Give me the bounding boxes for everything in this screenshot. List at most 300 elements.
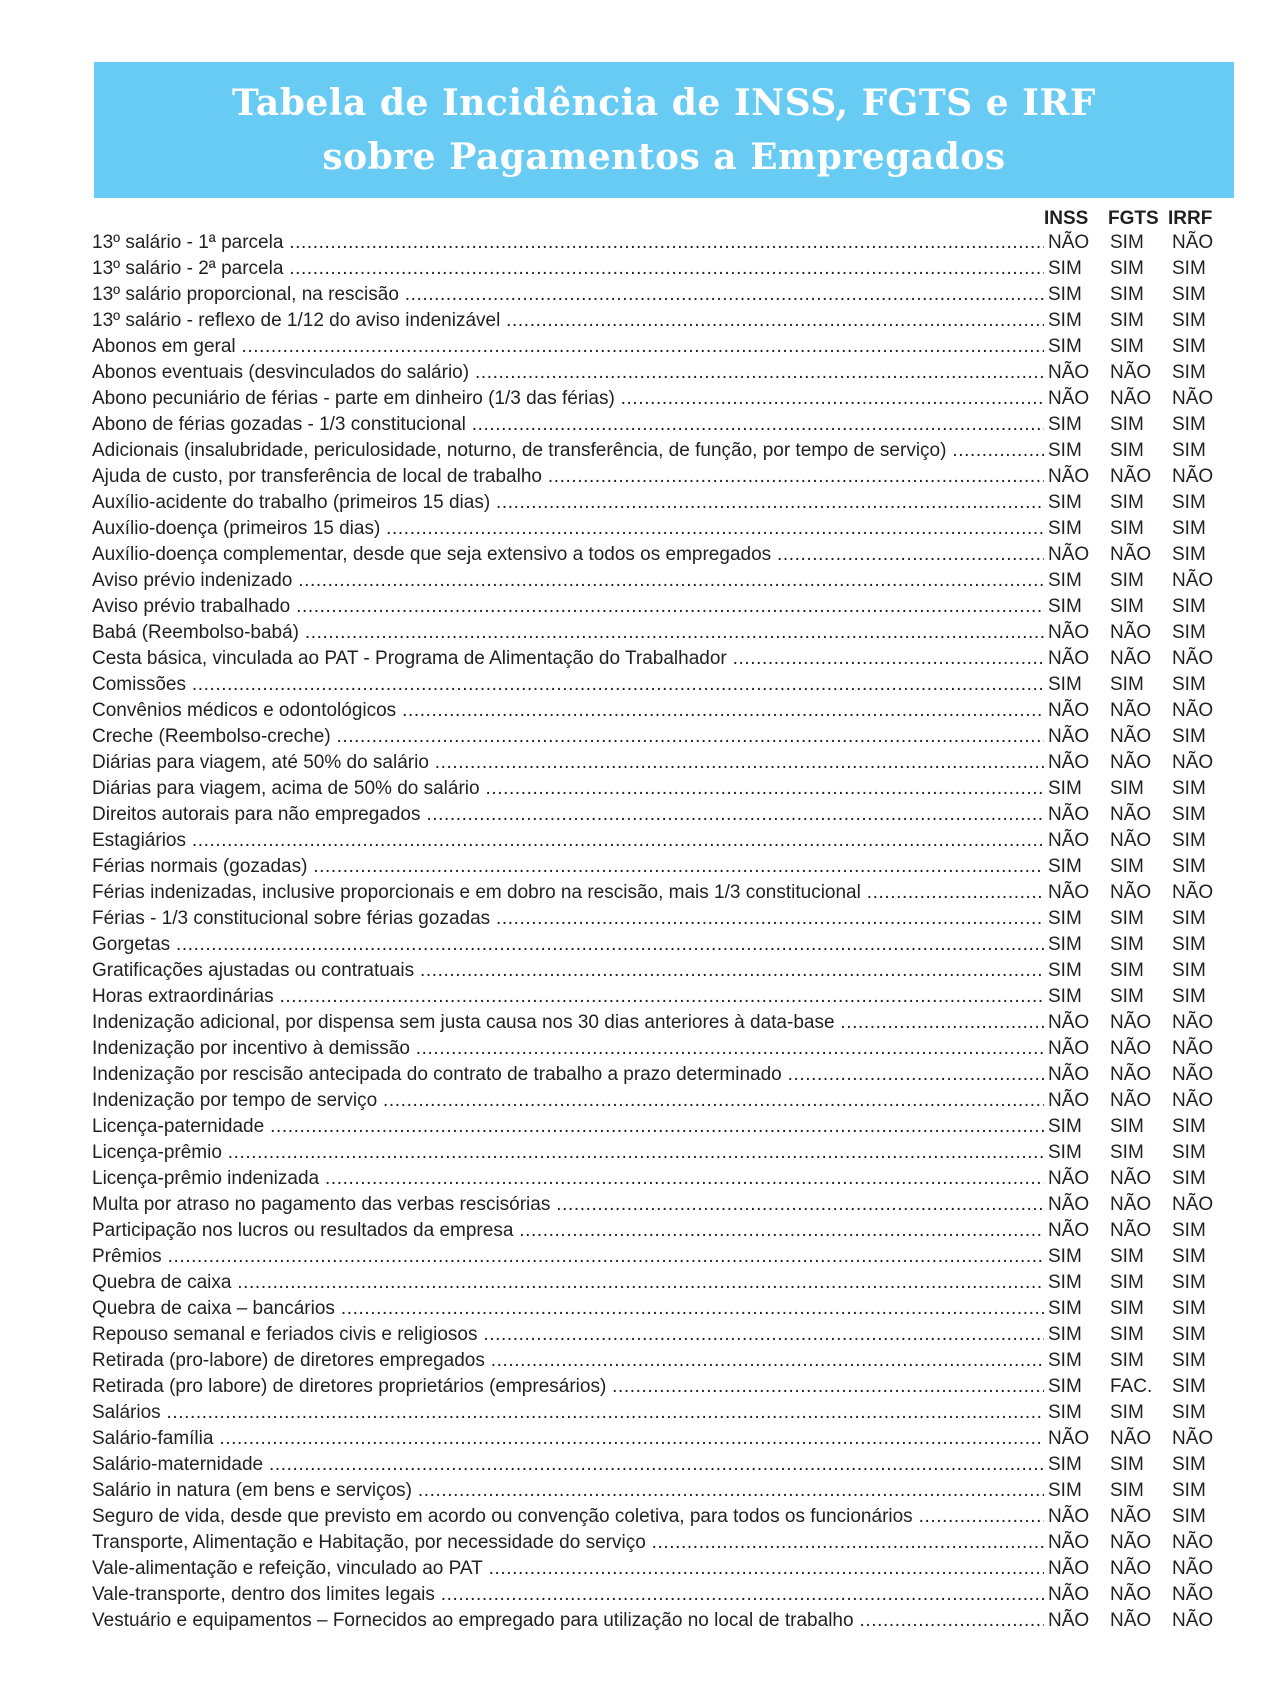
row-label-text: Indenização por tempo de serviço bbox=[92, 1090, 378, 1111]
cell-fgts: NÃO bbox=[1110, 1012, 1152, 1033]
cell-irrf: SIM bbox=[1172, 258, 1206, 279]
row-label-text: Seguro de vida, desde que previsto em acordo ou convenção coletiva, para todos os funcionários bbox=[92, 1506, 913, 1527]
row-label-text: Indenização por rescisão antecipada do contrato de trabalho a prazo determinado bbox=[92, 1064, 782, 1085]
row-label-text: Gorgetas bbox=[92, 934, 171, 955]
table-header-row bbox=[92, 208, 1222, 230]
row-label bbox=[92, 516, 1044, 542]
table-row bbox=[92, 776, 1222, 802]
row-label-text: Ajuda de custo, por transferência de local de trabalho bbox=[92, 466, 542, 487]
cell-fgts: NÃO bbox=[1110, 648, 1152, 669]
row-label-text: Prêmios bbox=[92, 1246, 162, 1267]
table-row bbox=[92, 516, 1222, 542]
table-row bbox=[92, 1374, 1222, 1400]
cell-irrf: SIM bbox=[1172, 804, 1206, 825]
cell-irrf: SIM bbox=[1172, 1272, 1206, 1293]
table-row bbox=[92, 1244, 1222, 1270]
table-row bbox=[92, 1296, 1222, 1322]
row-label bbox=[92, 568, 1044, 594]
table-row bbox=[92, 1088, 1222, 1114]
cell-irrf: SIM bbox=[1172, 934, 1206, 955]
cell-fgts: NÃO bbox=[1110, 544, 1152, 565]
table-row bbox=[92, 1452, 1222, 1478]
table-row bbox=[92, 958, 1222, 984]
cell-inss: SIM bbox=[1048, 1454, 1082, 1475]
cell-inss: NÃO bbox=[1048, 882, 1090, 903]
row-label bbox=[92, 672, 1044, 698]
cell-irrf: SIM bbox=[1172, 1350, 1206, 1371]
row-label bbox=[92, 1452, 1044, 1478]
row-label-text: 13º salário proporcional, na rescisão bbox=[92, 284, 399, 305]
row-label-text: Multa por atraso no pagamento das verbas rescisórias bbox=[92, 1194, 551, 1215]
row-label-text: Férias - 1/3 constitucional sobre férias gozadas bbox=[92, 908, 491, 929]
cell-inss: SIM bbox=[1048, 934, 1082, 955]
row-label-text: Salários bbox=[92, 1402, 161, 1423]
row-label bbox=[92, 360, 1044, 386]
cell-inss: SIM bbox=[1048, 778, 1082, 799]
cell-fgts: NÃO bbox=[1110, 1428, 1152, 1449]
cell-irrf: NÃO bbox=[1172, 466, 1214, 487]
cell-inss: NÃO bbox=[1048, 700, 1090, 721]
cell-irrf: NÃO bbox=[1172, 752, 1214, 773]
cell-inss: NÃO bbox=[1048, 1584, 1090, 1605]
cell-inss: SIM bbox=[1048, 674, 1082, 695]
table-row bbox=[92, 1270, 1222, 1296]
row-label-text: Férias indenizadas, inclusive proporcionais e em dobro na rescisão, mais 1/3 constitucional bbox=[92, 882, 861, 903]
table-row bbox=[92, 568, 1222, 594]
row-label bbox=[92, 1348, 1044, 1374]
cell-fgts: NÃO bbox=[1110, 466, 1152, 487]
row-label-text: Vestuário e equipamentos – Fornecidos ao empregado para utilização no local de trabalho bbox=[92, 1610, 854, 1631]
row-label-text: Diárias para viagem, acima de 50% do salário bbox=[92, 778, 480, 799]
cell-fgts: SIM bbox=[1110, 1298, 1144, 1319]
table-row bbox=[92, 1504, 1222, 1530]
table-row bbox=[92, 308, 1222, 334]
cell-fgts: NÃO bbox=[1110, 622, 1152, 643]
row-label bbox=[92, 1244, 1044, 1270]
page-title-line-2: sobre Pagamentos a Empregados bbox=[322, 136, 1006, 178]
cell-irrf: SIM bbox=[1172, 726, 1206, 747]
cell-inss: NÃO bbox=[1048, 232, 1090, 253]
cell-inss: NÃO bbox=[1048, 544, 1090, 565]
cell-inss: SIM bbox=[1048, 1142, 1082, 1163]
table-row bbox=[92, 672, 1222, 698]
cell-inss: NÃO bbox=[1048, 752, 1090, 773]
cell-inss: SIM bbox=[1048, 596, 1082, 617]
cell-fgts: NÃO bbox=[1110, 1558, 1152, 1579]
cell-inss: NÃO bbox=[1048, 1558, 1090, 1579]
cell-irrf: SIM bbox=[1172, 1116, 1206, 1137]
cell-fgts: SIM bbox=[1110, 934, 1144, 955]
cell-fgts: SIM bbox=[1110, 674, 1144, 695]
table-row bbox=[92, 1426, 1222, 1452]
row-label bbox=[92, 1426, 1044, 1452]
row-label bbox=[92, 308, 1044, 334]
cell-fgts: SIM bbox=[1110, 414, 1144, 435]
row-label-text: Cesta básica, vinculada ao PAT - Programa de Alimentação do Trabalhador bbox=[92, 648, 727, 669]
row-label-text: Diárias para viagem, até 50% do salário bbox=[92, 752, 429, 773]
table-row bbox=[92, 594, 1222, 620]
table-row bbox=[92, 750, 1222, 776]
cell-irrf: SIM bbox=[1172, 1402, 1206, 1423]
title-banner bbox=[94, 62, 1234, 198]
cell-fgts: SIM bbox=[1110, 492, 1144, 513]
cell-inss: NÃO bbox=[1048, 362, 1090, 383]
cell-irrf: SIM bbox=[1172, 908, 1206, 929]
table-row bbox=[92, 1114, 1222, 1140]
cell-inss: NÃO bbox=[1048, 466, 1090, 487]
table-row bbox=[92, 386, 1222, 412]
cell-irrf: SIM bbox=[1172, 1324, 1206, 1345]
cell-irrf: NÃO bbox=[1172, 570, 1214, 591]
row-label-text: Quebra de caixa – bancários bbox=[92, 1298, 335, 1319]
cell-inss: SIM bbox=[1048, 284, 1082, 305]
row-label-text: 13º salário - 2ª parcela bbox=[92, 258, 284, 279]
cell-inss: SIM bbox=[1048, 908, 1082, 929]
row-label-text: 13º salário - 1ª parcela bbox=[92, 232, 284, 253]
row-label bbox=[92, 412, 1044, 438]
cell-inss: SIM bbox=[1048, 440, 1082, 461]
row-label bbox=[92, 1400, 1044, 1426]
cell-irrf: SIM bbox=[1172, 310, 1206, 331]
cell-irrf: SIM bbox=[1172, 960, 1206, 981]
cell-fgts: FAC. bbox=[1110, 1376, 1153, 1397]
row-label-text: Abono de férias gozadas - 1/3 constitucional bbox=[92, 414, 466, 435]
table-row bbox=[92, 464, 1222, 490]
cell-irrf: SIM bbox=[1172, 986, 1206, 1007]
row-label bbox=[92, 880, 1044, 906]
cell-irrf: SIM bbox=[1172, 856, 1206, 877]
cell-fgts: NÃO bbox=[1110, 1090, 1152, 1111]
table-row bbox=[92, 802, 1222, 828]
cell-fgts: SIM bbox=[1110, 1454, 1144, 1475]
row-label bbox=[92, 1010, 1044, 1036]
cell-fgts: SIM bbox=[1110, 596, 1144, 617]
row-label bbox=[92, 1556, 1044, 1582]
row-label bbox=[92, 542, 1044, 568]
cell-fgts: NÃO bbox=[1110, 362, 1152, 383]
cell-fgts: NÃO bbox=[1110, 1194, 1152, 1215]
row-label bbox=[92, 1062, 1044, 1088]
column-header-inss: INSS bbox=[1044, 208, 1089, 229]
table-row bbox=[92, 1582, 1222, 1608]
row-label-text: Gratificações ajustadas ou contratuais bbox=[92, 960, 415, 981]
cell-irrf: NÃO bbox=[1172, 1064, 1214, 1085]
cell-irrf: SIM bbox=[1172, 1168, 1206, 1189]
cell-inss: SIM bbox=[1048, 258, 1082, 279]
column-header-fgts: FGTS bbox=[1108, 208, 1159, 229]
cell-irrf: NÃO bbox=[1172, 388, 1214, 409]
row-label bbox=[92, 1374, 1044, 1400]
row-label bbox=[92, 932, 1044, 958]
row-label bbox=[92, 750, 1044, 776]
cell-inss: NÃO bbox=[1048, 1532, 1090, 1553]
row-label-text: Participação nos lucros ou resultados da empresa bbox=[92, 1220, 514, 1241]
cell-fgts: SIM bbox=[1110, 778, 1144, 799]
cell-fgts: SIM bbox=[1110, 1246, 1144, 1267]
cell-fgts: SIM bbox=[1110, 1480, 1144, 1501]
cell-inss: SIM bbox=[1048, 518, 1082, 539]
row-label-text: Retirada (pro labore) de diretores proprietários (empresários) bbox=[92, 1376, 607, 1397]
row-label-text: 13º salário - reflexo de 1/12 do aviso indenizável bbox=[92, 310, 501, 331]
cell-irrf: SIM bbox=[1172, 1142, 1206, 1163]
table-row bbox=[92, 1400, 1222, 1426]
row-label-text: Retirada (pro-labore) de diretores empregados bbox=[92, 1350, 485, 1371]
cell-fgts: SIM bbox=[1110, 258, 1144, 279]
cell-fgts: SIM bbox=[1110, 1142, 1144, 1163]
cell-irrf: NÃO bbox=[1172, 1584, 1214, 1605]
cell-irrf: SIM bbox=[1172, 544, 1206, 565]
cell-fgts: NÃO bbox=[1110, 752, 1152, 773]
cell-fgts: SIM bbox=[1110, 1324, 1144, 1345]
cell-inss: NÃO bbox=[1048, 1168, 1090, 1189]
table-row bbox=[92, 698, 1222, 724]
cell-fgts: SIM bbox=[1110, 570, 1144, 591]
row-label-text: Indenização por incentivo à demissão bbox=[92, 1038, 410, 1059]
cell-irrf: SIM bbox=[1172, 622, 1206, 643]
table-row bbox=[92, 1218, 1222, 1244]
cell-inss: NÃO bbox=[1048, 804, 1090, 825]
cell-irrf: SIM bbox=[1172, 830, 1206, 851]
row-label bbox=[92, 594, 1044, 620]
cell-fgts: NÃO bbox=[1110, 882, 1152, 903]
table-row bbox=[92, 282, 1222, 308]
row-label-text: Indenização adicional, por dispensa sem justa causa nos 30 dias anteriores à data-base bbox=[92, 1012, 835, 1033]
cell-irrf: SIM bbox=[1172, 1480, 1206, 1501]
table-row bbox=[92, 1322, 1222, 1348]
cell-inss: SIM bbox=[1048, 1480, 1082, 1501]
cell-inss: NÃO bbox=[1048, 1506, 1090, 1527]
cell-fgts: SIM bbox=[1110, 1272, 1144, 1293]
row-label bbox=[92, 230, 1044, 256]
row-label bbox=[92, 1530, 1044, 1556]
cell-fgts: NÃO bbox=[1110, 1610, 1152, 1631]
cell-inss: NÃO bbox=[1048, 648, 1090, 669]
cell-fgts: NÃO bbox=[1110, 1532, 1152, 1553]
cell-irrf: NÃO bbox=[1172, 1428, 1214, 1449]
row-label-text: Abonos em geral bbox=[92, 336, 236, 357]
cell-inss: SIM bbox=[1048, 414, 1082, 435]
row-label-text: Vale-transporte, dentro dos limites legais bbox=[92, 1584, 435, 1605]
row-label-text: Babá (Reembolso-babá) bbox=[92, 622, 300, 643]
cell-irrf: SIM bbox=[1172, 1298, 1206, 1319]
cell-fgts: NÃO bbox=[1110, 1584, 1152, 1605]
cell-fgts: SIM bbox=[1110, 1402, 1144, 1423]
cell-fgts: NÃO bbox=[1110, 388, 1152, 409]
cell-irrf: SIM bbox=[1172, 492, 1206, 513]
row-label-text: Auxílio-doença complementar, desde que seja extensivo a todos os empregados bbox=[92, 544, 772, 565]
cell-inss: NÃO bbox=[1048, 1194, 1090, 1215]
cell-inss: SIM bbox=[1048, 986, 1082, 1007]
cell-fgts: SIM bbox=[1110, 232, 1144, 253]
cell-irrf: NÃO bbox=[1172, 1194, 1214, 1215]
table-row bbox=[92, 646, 1222, 672]
cell-fgts: NÃO bbox=[1110, 1038, 1152, 1059]
row-label-text: Convênios médicos e odontológicos bbox=[92, 700, 397, 721]
cell-fgts: SIM bbox=[1110, 960, 1144, 981]
row-label-text: Salário-família bbox=[92, 1428, 214, 1449]
cell-irrf: SIM bbox=[1172, 1246, 1206, 1267]
cell-inss: SIM bbox=[1048, 492, 1082, 513]
cell-irrf: SIM bbox=[1172, 674, 1206, 695]
table-row bbox=[92, 984, 1222, 1010]
cell-irrf: NÃO bbox=[1172, 1012, 1214, 1033]
row-label bbox=[92, 1192, 1044, 1218]
row-label bbox=[92, 386, 1044, 412]
cell-fgts: SIM bbox=[1110, 908, 1144, 929]
row-label bbox=[92, 1608, 1044, 1634]
row-label-text: Auxílio-doença (primeiros 15 dias) bbox=[92, 518, 381, 539]
cell-inss: NÃO bbox=[1048, 1220, 1090, 1241]
row-label-text: Auxílio-acidente do trabalho (primeiros 15 dias) bbox=[92, 492, 491, 513]
row-label-text: Salário-maternidade bbox=[92, 1454, 264, 1475]
row-label bbox=[92, 984, 1044, 1010]
cell-fgts: NÃO bbox=[1110, 700, 1152, 721]
cell-irrf: SIM bbox=[1172, 362, 1206, 383]
table-row bbox=[92, 360, 1222, 386]
row-label-text: Férias normais (gozadas) bbox=[92, 856, 308, 877]
cell-irrf: NÃO bbox=[1172, 1090, 1214, 1111]
cell-fgts: SIM bbox=[1110, 310, 1144, 331]
cell-inss: NÃO bbox=[1048, 830, 1090, 851]
row-label bbox=[92, 1296, 1044, 1322]
cell-irrf: NÃO bbox=[1172, 882, 1214, 903]
cell-irrf: NÃO bbox=[1172, 1610, 1214, 1631]
row-label bbox=[92, 620, 1044, 646]
cell-fgts: NÃO bbox=[1110, 1168, 1152, 1189]
row-label-text: Transporte, Alimentação e Habitação, por necessidade do serviço bbox=[92, 1532, 646, 1553]
row-label bbox=[92, 1088, 1044, 1114]
table-row bbox=[92, 906, 1222, 932]
cell-fgts: SIM bbox=[1110, 986, 1144, 1007]
cell-irrf: SIM bbox=[1172, 1220, 1206, 1241]
row-label bbox=[92, 1270, 1044, 1296]
row-label-text: Comissões bbox=[92, 674, 186, 695]
table-row bbox=[92, 490, 1222, 516]
row-label-text: Aviso prévio indenizado bbox=[92, 570, 293, 591]
row-label bbox=[92, 1036, 1044, 1062]
row-label bbox=[92, 646, 1044, 672]
cell-fgts: SIM bbox=[1110, 336, 1144, 357]
cell-irrf: NÃO bbox=[1172, 1038, 1214, 1059]
table-row bbox=[92, 542, 1222, 568]
cell-inss: SIM bbox=[1048, 1376, 1082, 1397]
table-row bbox=[92, 1192, 1222, 1218]
table-row bbox=[92, 880, 1222, 906]
cell-inss: NÃO bbox=[1048, 1610, 1090, 1631]
row-label bbox=[92, 958, 1044, 984]
row-label bbox=[92, 1478, 1044, 1504]
cell-irrf: SIM bbox=[1172, 440, 1206, 461]
row-label-text: Quebra de caixa bbox=[92, 1272, 232, 1293]
cell-fgts: SIM bbox=[1110, 518, 1144, 539]
row-label bbox=[92, 776, 1044, 802]
row-label bbox=[92, 1582, 1044, 1608]
cell-irrf: SIM bbox=[1172, 518, 1206, 539]
table-row bbox=[92, 256, 1222, 282]
cell-inss: SIM bbox=[1048, 1350, 1082, 1371]
cell-inss: SIM bbox=[1048, 336, 1082, 357]
table-row bbox=[92, 1140, 1222, 1166]
cell-inss: SIM bbox=[1048, 1272, 1082, 1293]
row-label-text: Repouso semanal e feriados civis e religiosos bbox=[92, 1324, 478, 1345]
row-label bbox=[92, 1140, 1044, 1166]
table-row bbox=[92, 724, 1222, 750]
table-row bbox=[92, 828, 1222, 854]
row-label bbox=[92, 1166, 1044, 1192]
table-row bbox=[92, 1010, 1222, 1036]
cell-inss: SIM bbox=[1048, 570, 1082, 591]
table-row bbox=[92, 620, 1222, 646]
row-label bbox=[92, 334, 1044, 360]
row-label-text: Creche (Reembolso-creche) bbox=[92, 726, 331, 747]
cell-irrf: SIM bbox=[1172, 414, 1206, 435]
page-title-line-1: Tabela de Incidência de INSS, FGTS e IRF bbox=[232, 82, 1096, 124]
table-row bbox=[92, 1478, 1222, 1504]
row-label-text: Salário in natura (em bens e serviços) bbox=[92, 1480, 412, 1501]
row-label bbox=[92, 1114, 1044, 1140]
table-row bbox=[92, 1530, 1222, 1556]
cell-irrf: SIM bbox=[1172, 1454, 1206, 1475]
cell-inss: SIM bbox=[1048, 1116, 1082, 1137]
cell-irrf: NÃO bbox=[1172, 700, 1214, 721]
table-row bbox=[92, 1036, 1222, 1062]
row-label bbox=[92, 1218, 1044, 1244]
table-row bbox=[92, 334, 1222, 360]
row-label-text: Horas extraordinárias bbox=[92, 986, 274, 1007]
row-label bbox=[92, 464, 1044, 490]
cell-irrf: NÃO bbox=[1172, 648, 1214, 669]
cell-irrf: SIM bbox=[1172, 596, 1206, 617]
row-label bbox=[92, 438, 1044, 464]
cell-fgts: NÃO bbox=[1110, 726, 1152, 747]
table-row bbox=[92, 438, 1222, 464]
cell-irrf: SIM bbox=[1172, 284, 1206, 305]
table-row bbox=[92, 1348, 1222, 1374]
table-row bbox=[92, 1608, 1222, 1634]
row-label bbox=[92, 256, 1044, 282]
table-row bbox=[92, 1556, 1222, 1582]
cell-irrf: NÃO bbox=[1172, 232, 1214, 253]
column-header-irrf: IRRF bbox=[1168, 208, 1213, 229]
row-label-text: Abono pecuniário de férias - parte em dinheiro (1/3 das férias) bbox=[92, 388, 615, 409]
cell-inss: NÃO bbox=[1048, 1064, 1090, 1085]
row-label-text: Licença-prêmio bbox=[92, 1142, 222, 1163]
cell-inss: SIM bbox=[1048, 1324, 1082, 1345]
row-label bbox=[92, 698, 1044, 724]
cell-irrf: SIM bbox=[1172, 1376, 1206, 1397]
cell-fgts: SIM bbox=[1110, 856, 1144, 877]
row-label bbox=[92, 490, 1044, 516]
cell-inss: NÃO bbox=[1048, 622, 1090, 643]
table-row bbox=[92, 1062, 1222, 1088]
row-label bbox=[92, 906, 1044, 932]
row-label-text: Adicionais (insalubridade, periculosidade, noturno, de transferência, de função, por tempo de serviço) bbox=[92, 440, 947, 461]
cell-inss: SIM bbox=[1048, 960, 1082, 981]
row-label bbox=[92, 802, 1044, 828]
cell-inss: NÃO bbox=[1048, 726, 1090, 747]
cell-fgts: SIM bbox=[1110, 440, 1144, 461]
row-label bbox=[92, 724, 1044, 750]
cell-inss: SIM bbox=[1048, 1402, 1082, 1423]
cell-inss: SIM bbox=[1048, 1246, 1082, 1267]
cell-inss: NÃO bbox=[1048, 1090, 1090, 1111]
incidence-table bbox=[92, 208, 1222, 1634]
cell-irrf: SIM bbox=[1172, 336, 1206, 357]
cell-irrf: NÃO bbox=[1172, 1532, 1214, 1553]
row-label-text: Licença-prêmio indenizada bbox=[92, 1168, 320, 1189]
table-row bbox=[92, 932, 1222, 958]
row-label bbox=[92, 854, 1044, 880]
